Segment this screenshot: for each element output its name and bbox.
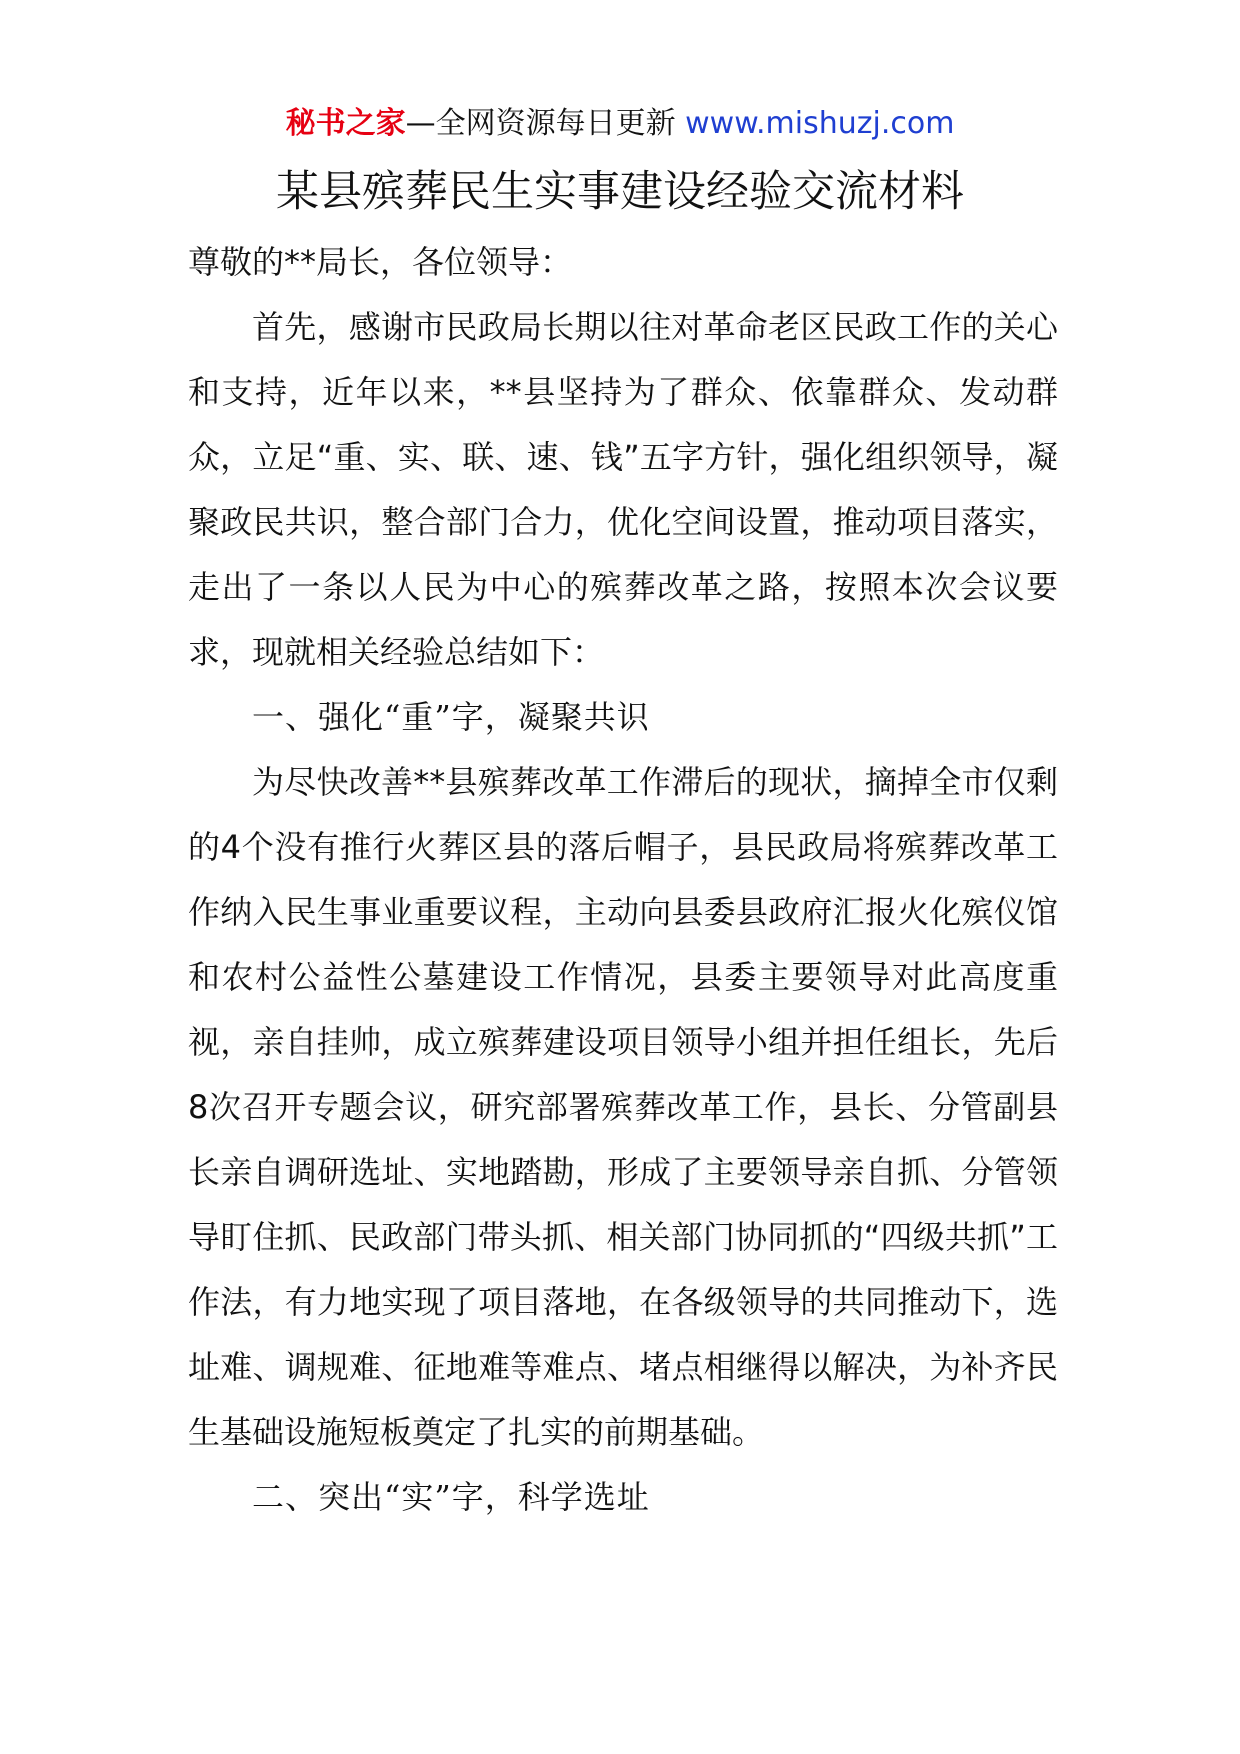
section-heading-2: 二、突出“实”字，科学选址 <box>252 1478 650 1516</box>
salutation: 尊敬的**局长，各位领导： <box>188 243 573 281</box>
document-title: 某县殡葬民生实事建设经验交流材料 <box>276 167 964 217</box>
banner-slogan: —全网资源每日更新 <box>405 106 686 141</box>
intro-paragraph: 首先，感谢市民政局长期以往对革命老区民政工作的关心和支持，近年以来，**县坚持为了群众、依靠群众、发动群众，立足“重、实、联、速、钱”五字方针，强化组织领导，凝聚政民共识，整合部门合力，优化空间设置，推动项目落实，走出了一条以人民为中心的殡葬改革之路，按照本次会议要求，现就相关经验总结如下： <box>188 308 1058 671</box>
document-body <box>188 230 1058 1530</box>
banner-url-link[interactable]: www.mishuzj.com <box>685 106 955 141</box>
site-banner <box>0 102 1240 146</box>
section-1-paragraph: 为尽快改善**县殡葬改革工作滞后的现状，摘掉全市仅剩的4个没有推行火葬区县的落后帽子，县民政局将殡葬改革工作纳入民生事业重要议程，主动向县委县政府汇报火化殡仪馆和农村公益性公墓建设工作情况，县委主要领导对此高度重视，亲自挂帅，成立殡葬建设项目领导小组并担任组长，先后8次召开专题会议，研究部署殡葬改革工作，县长、分管副县长亲自调研选址、实地踏勘，形成了主要领导亲自抓、分管领导盯住抓、民政部门带头抓、相关部门协同抓的“四级共抓”工作法，有力地实现了项目落地，在各级领导的共同推动下，选址难、调规难、征地难等难点、堵点相继得以解决，为补齐民生基础设施短板奠定了扎实的前期基础。 <box>188 763 1058 1451</box>
section-heading-1: 一、强化“重”字，凝聚共识 <box>252 698 650 736</box>
banner-brand: 秘书之家 <box>285 106 406 141</box>
